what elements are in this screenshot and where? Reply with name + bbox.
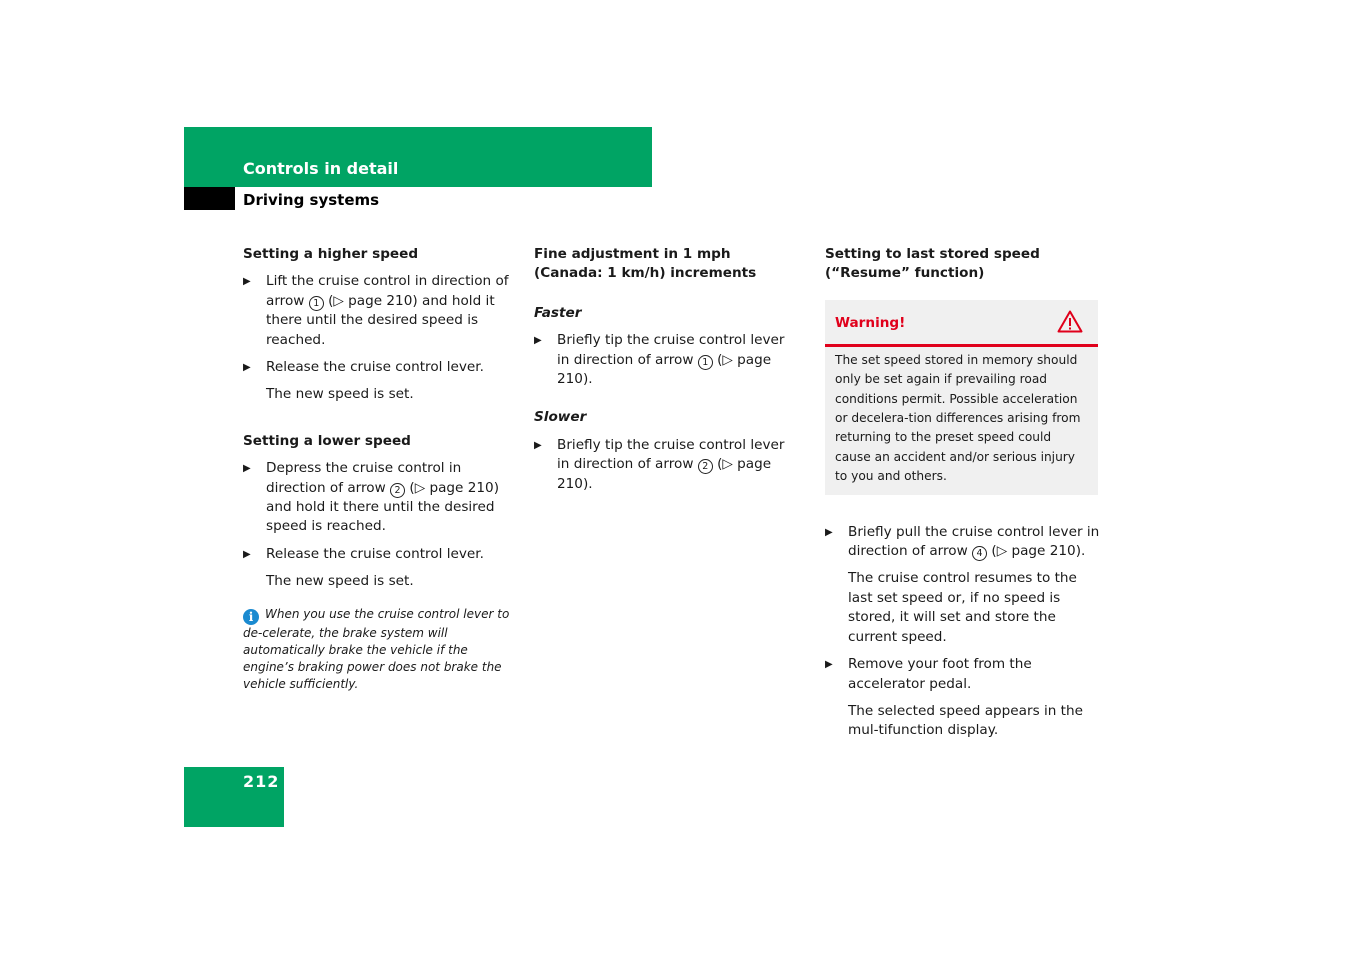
- step-resume-pull: ▶ Briefly pull the cruise control lever in direction of arrow 4 (▷ page 210).: [825, 523, 1100, 560]
- arrow-number-badge: 2: [390, 483, 405, 498]
- step-faster: ▶ Briefly tip the cruise control lever in direction of arrow 1 (▷ page 210).: [534, 332, 785, 388]
- bullet-icon: ▶: [243, 276, 251, 288]
- step-slower: ▶ Briefly tip the cruise control lever in direction of arrow 2 (▷ page 210).: [534, 436, 785, 492]
- column-right: [825, 245, 1101, 749]
- step-remove-foot: ▶ Remove your foot from the accelerator pedal.: [825, 656, 1032, 692]
- section-title: Driving systems: [243, 191, 380, 209]
- result-display: The selected speed appears in the mul-tifunction display.: [848, 702, 1083, 739]
- subheading-faster: Faster: [534, 304, 582, 321]
- heading-lower-speed: Setting a lower speed: [243, 432, 411, 449]
- column-left: [243, 245, 518, 693]
- warning-box: [825, 300, 1098, 495]
- step-lower-depress: ▶ Depress the cruise control in direction of arrow 2 (▷ page 210) and hold it there until the desired speed is reached.: [243, 460, 499, 535]
- header-band: [184, 127, 652, 187]
- step-higher-release: ▶ Release the cruise control lever.: [243, 358, 518, 377]
- column-middle: [534, 245, 794, 502]
- warning-header: [825, 300, 1098, 347]
- arrow-number-badge: 1: [698, 355, 713, 370]
- heading-fine-adjustment: Fine adjustment in 1 mph (Canada: 1 km/h) increments: [534, 246, 757, 282]
- header-marker: [184, 187, 235, 210]
- bullet-icon: ▶: [243, 362, 251, 374]
- info-icon: i: [243, 609, 259, 625]
- step-higher-lift: ▶ Lift the cruise control in direction of arrow 1 (▷ page 210) and hold it there until the desired speed is reached.: [243, 273, 509, 348]
- result-resume: The cruise control resumes to the last set speed or, if no speed is stored, it will set and store the current speed.: [848, 570, 1077, 645]
- result-lower: The new speed is set.: [266, 573, 414, 590]
- bullet-icon: ▶: [825, 659, 833, 671]
- warning-label: Warning!: [835, 314, 906, 331]
- bullet-icon: ▶: [825, 526, 833, 538]
- step-lower-release: ▶ Release the cruise control lever.: [243, 545, 518, 564]
- bullet-icon: ▶: [243, 548, 251, 560]
- arrow-number-badge: 4: [972, 546, 987, 561]
- bullet-icon: ▶: [534, 335, 542, 347]
- page-number: 212: [243, 772, 280, 791]
- warning-text: The set speed stored in memory should only be set again if prevailing road conditions permit. Possible acceleration or decelera-tion differences arising from returning to the preset speed could cause an accident and/or serious injury to you and others.: [835, 352, 1081, 484]
- bullet-icon: ▶: [534, 439, 542, 451]
- info-note: i When you use the cruise control lever to de-celerate, the brake system will automatically brake the vehicle if the engine’s braking power does not brake the vehicle sufficiently.: [243, 606, 510, 691]
- arrow-number-badge: 1: [309, 296, 324, 311]
- warning-triangle-icon: [1057, 310, 1083, 339]
- chapter-title: Controls in detail: [243, 159, 399, 178]
- subheading-slower: Slower: [534, 409, 587, 426]
- bullet-icon: ▶: [243, 463, 251, 475]
- arrow-number-badge: 2: [698, 459, 713, 474]
- heading-higher-speed: Setting a higher speed: [243, 246, 419, 262]
- heading-resume: Setting to last stored speed (“Resume” function): [825, 246, 1040, 282]
- result-higher: The new speed is set.: [266, 386, 414, 403]
